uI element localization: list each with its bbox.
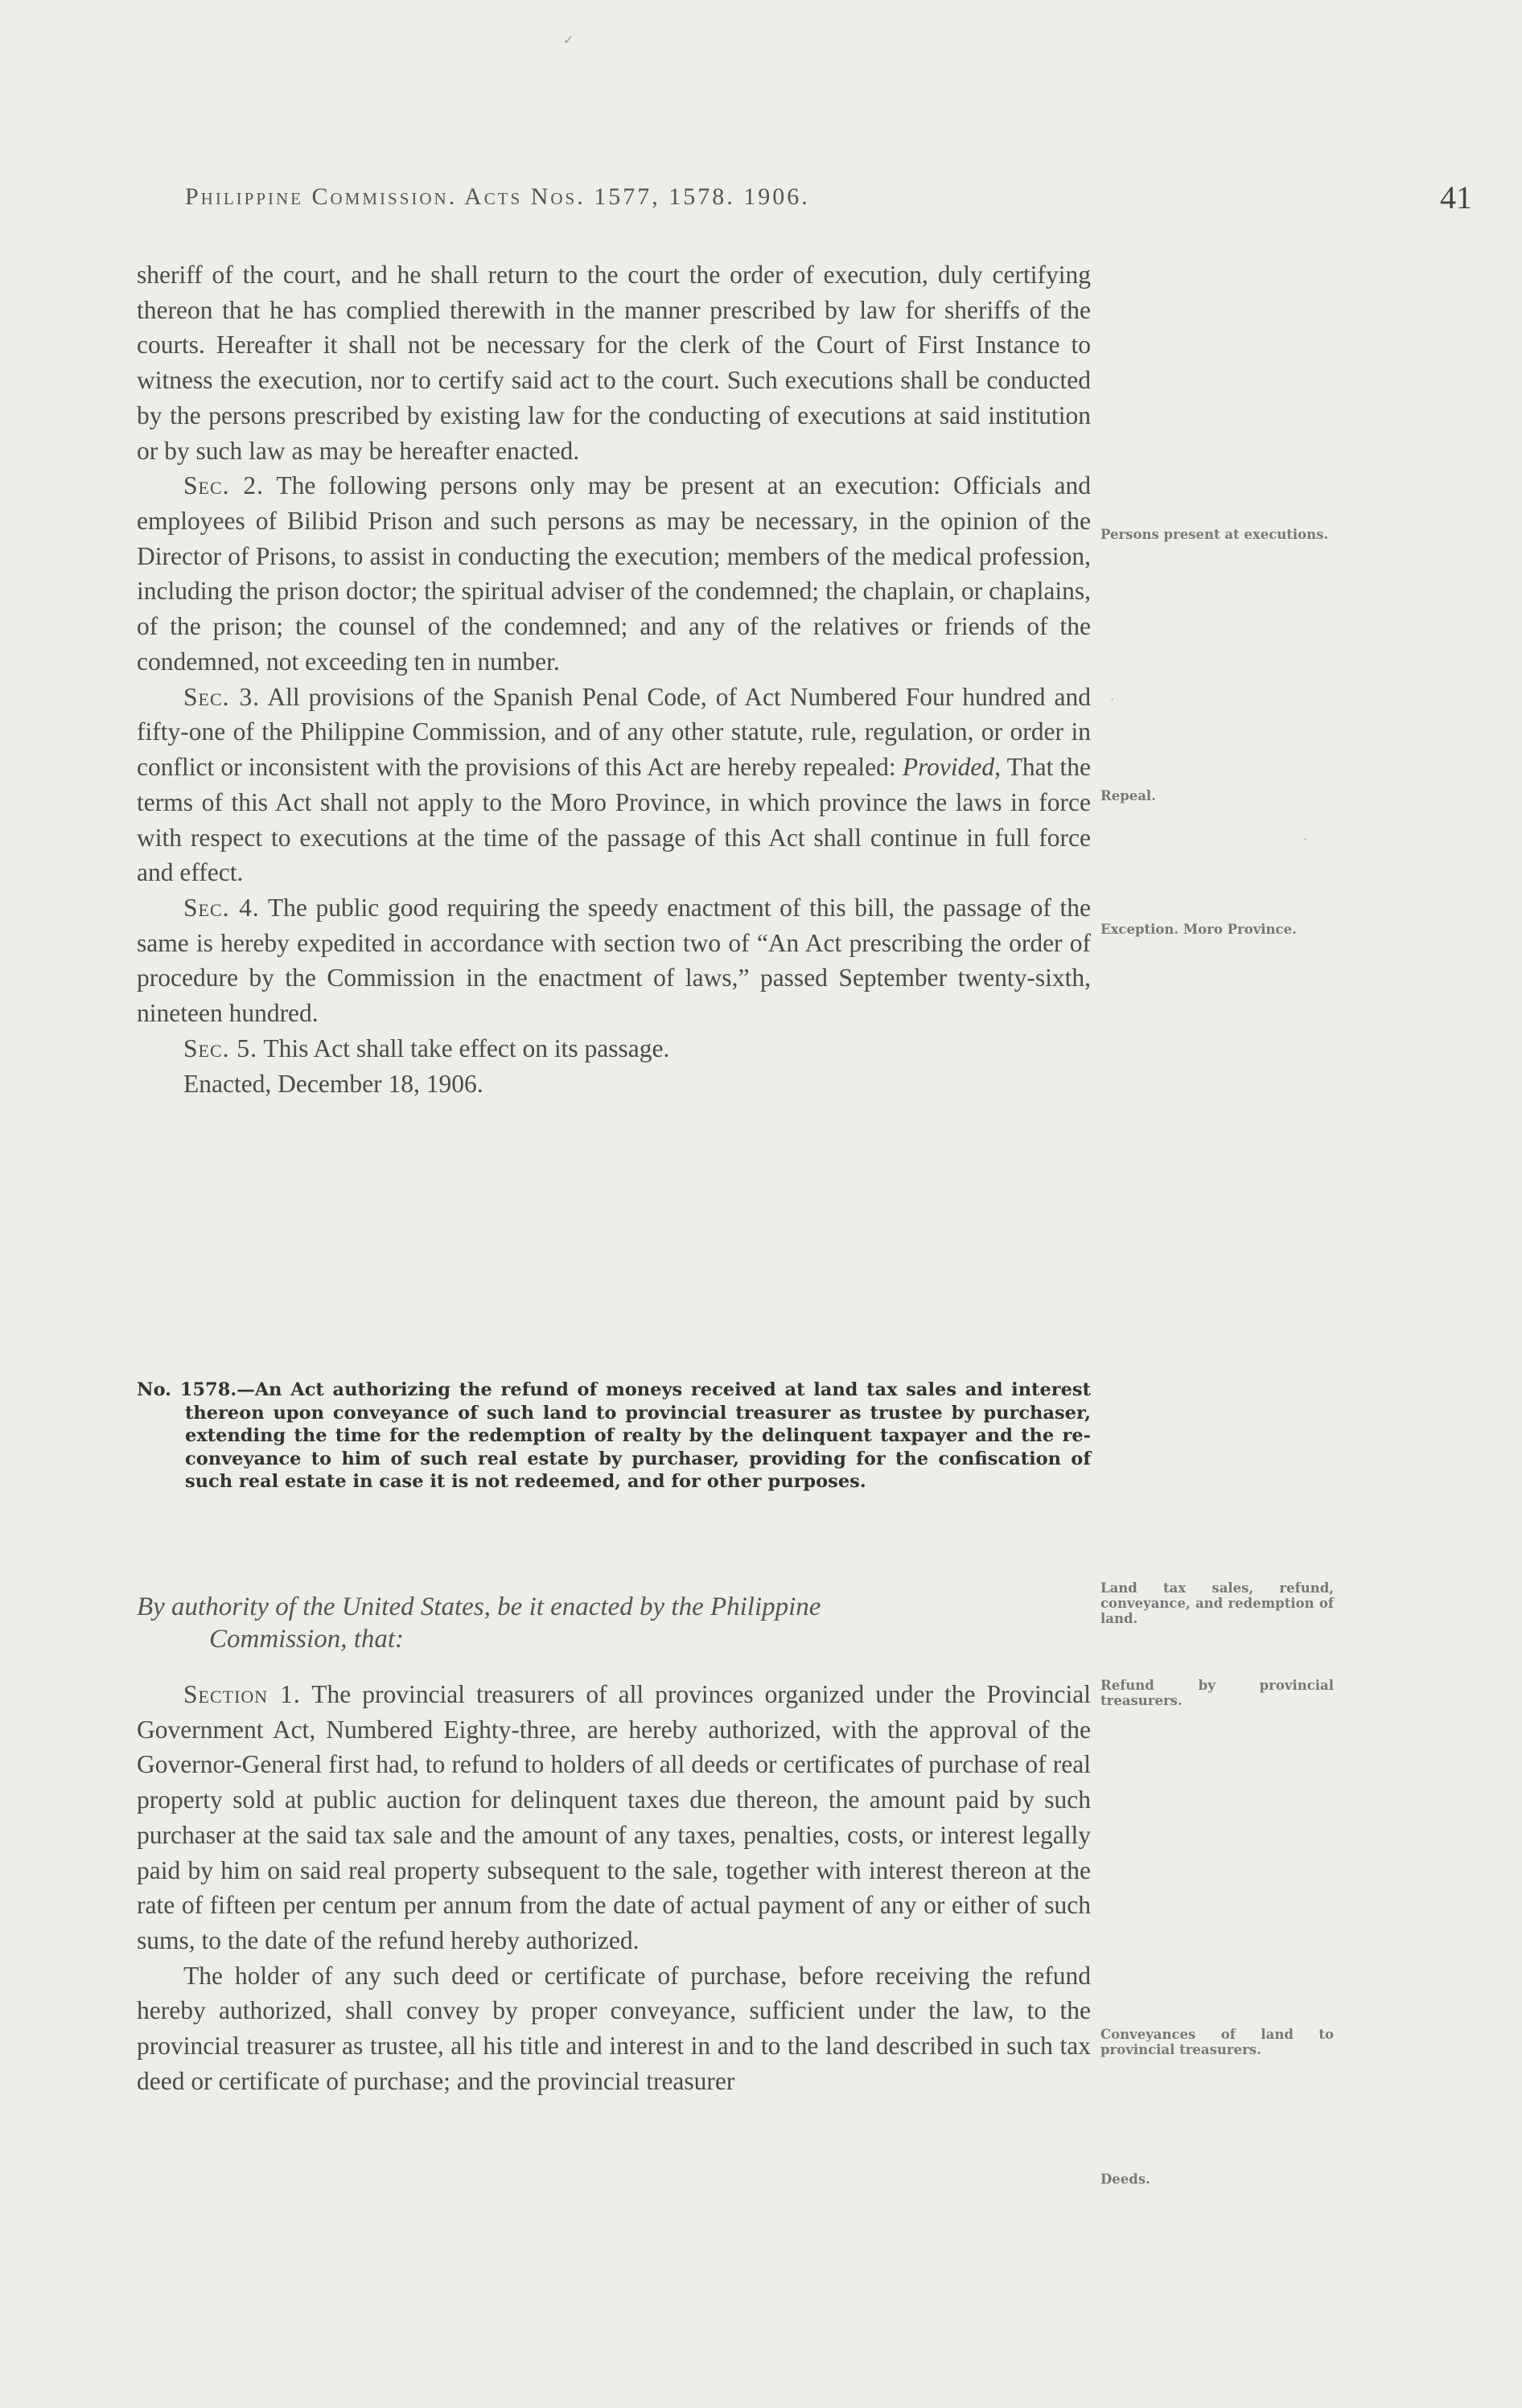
section-1-text: The provincial treasurers of all provinces organized under the Provincial Government Act, Numbered Eighty-three, are hereby authorized, with the approval of the Governor-General first had, to refund to holders of all deeds or certificates of purchase of real property sold at public auction for delinquent taxes due thereon, the amount paid by such purchaser at the said tax sale and the amount of any taxes, penalties, costs, or interest legally paid by him on said real property subsequent to the sale, together with interest thereon at the rate of fifteen per centum per annum from the date of actual payment of any or either of such sums, to the date of the refund hereby authorized.: [137, 1680, 1091, 1955]
section-4-text: The public good requiring the speedy enactment of this bill, the passage of the same is hereby expedited in accordance with section two of “An Act prescribing the order of procedure by the Commission in the enactment of laws,” passed September twenty-sixth, nineteen hundred.: [137, 893, 1091, 1028]
section-1: [137, 1677, 1091, 1958]
section-5-label: Sec. 5.: [183, 1033, 258, 1062]
margin-note-land-tax: Land tax sales, refund, conveyance, and redemption of land.: [1100, 1580, 1334, 1626]
paragraph-sheriff: sheriff of the court, and he shall return to the court the order of execution, duly certifying thereon that he has complied therewith in the manner prescribed by law for sheriffs of the courts. Hereafter it shall not be necessary for the clerk of the Court of First Instance to witness the execution, nor to certify said act to the court. Such executions shall be conducted by the persons prescribed by existing law for the conducting of executions at said institution or by such law as may be hereafter enacted.: [137, 261, 1091, 465]
enacting-clause: [137, 1591, 1091, 1655]
act-1578-title-text: No. 1578.—An Act authorizing the refund of moneys received at land tax sales and interest thereon upon conveyance of such land to provincial treasurer as trustee by purchaser, extending the time for the redemption of realty by the delinquent taxpayer and the re-conveyance to him of such real estate by purchaser, providing for the confiscation of such real estate in case it is not redeemed, and for other purposes.: [137, 1379, 1091, 1492]
margin-note-refund: Refund by provincial treasurers.: [1100, 1678, 1334, 1708]
section-2-label: Sec. 2.: [183, 471, 265, 500]
page-number: 41: [1440, 179, 1472, 216]
act-1578-body: [137, 1677, 1091, 2099]
margin-note-conveyances: Conveyances of land to provincial treasurers.: [1100, 2027, 1334, 2057]
margin-note-repeal: Repeal.: [1100, 788, 1156, 803]
enacting-line-2: Commission, that:: [209, 1625, 405, 1654]
section-2: [137, 468, 1091, 679]
section-3-text-b: That the terms of this Act shall not apply to the Moro Province, in which province the laws in force with respect to executions at the time of the passage of this Act shall continue in full force and effect.: [137, 753, 1092, 887]
act-1577-continuation: [137, 257, 1091, 1101]
stray-dot-icon: ·: [1110, 693, 1115, 707]
section-5: [137, 1031, 1091, 1066]
enacted-date: Enacted, December 18, 1906.: [183, 1069, 483, 1098]
section-3-provided: Provided,: [902, 753, 1002, 782]
section-5-text: This Act shall take effect on its passage.: [257, 1033, 670, 1062]
margin-note-exception: Exception. Moro Province.: [1100, 922, 1297, 937]
running-header: Philippine Commission. Acts Nos. 1577, 1578. 1906.: [185, 183, 810, 210]
section-1-label: Section 1.: [183, 1680, 301, 1708]
paragraph-holder: The holder of any such deed or certificate of purchase, before receiving the refund hereby authorized, shall convey by proper conveyance, sufficient under the law, to the provincial treasurer as trustee, all his title and interest in and to the land described in such tax deed or certificate of purchase; and the provincial treasurer: [137, 1961, 1091, 2095]
check-mark-icon: ✓: [563, 34, 574, 47]
margin-note-persons-present: Persons present at executions.: [1100, 527, 1329, 542]
section-3: [137, 680, 1091, 890]
section-4-label: Sec. 4.: [183, 893, 260, 922]
section-2-text: The following persons only may be present at an execution: Officials and employees of Bilibid Prison and such persons as may be necessary, in the opinion of the Director of Prisons, to assist in conducting the execution; members of the medical profession, including the prison doctor; the spiritual adviser of the condemned; the chaplain, or chaplains, of the prison; the counsel of the condemned; and any of the relatives or friends of the condemned, not exceeding ten in number.: [137, 471, 1091, 676]
section-4: [137, 890, 1091, 1031]
stray-dot-icon: ·: [1303, 833, 1308, 847]
section-3-label: Sec. 3.: [183, 682, 261, 711]
section-3-text-a: All provisions of the Spanish Penal Code, of Act Numbered Four hundred and fifty-one of the Philippine Commission, and of any other statute, rule, regulation, or order in conflict or inconsistent with the provisions of this Act are hereby repealed:: [137, 682, 1091, 782]
enacting-line-1: By authority of the United States, be it enacted by the Philippine: [137, 1592, 821, 1621]
margin-note-deeds: Deeds.: [1100, 2172, 1150, 2187]
act-1578-title: [137, 1379, 1091, 1494]
